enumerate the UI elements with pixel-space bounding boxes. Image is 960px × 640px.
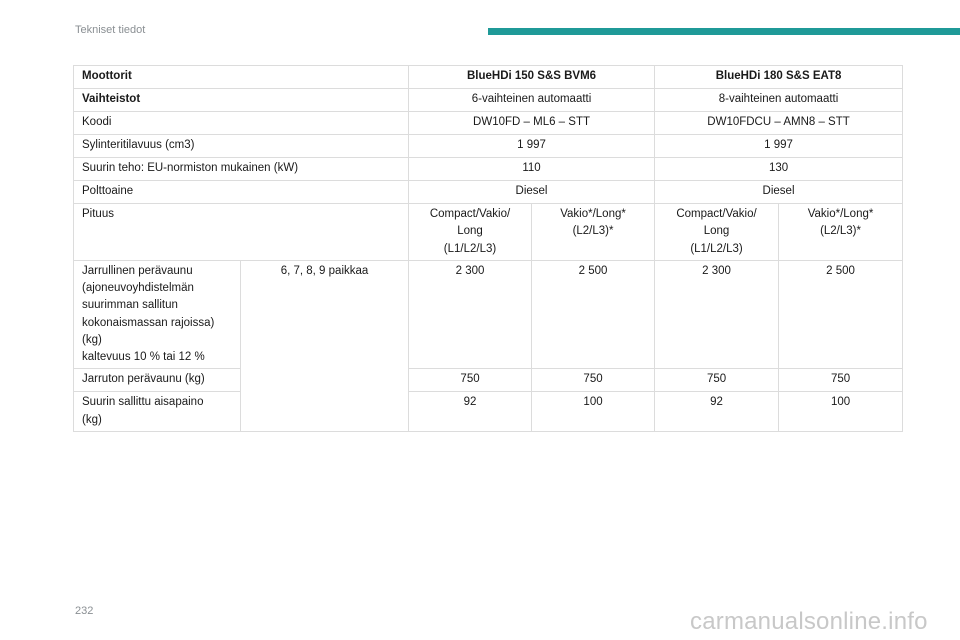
- power-2: 130: [655, 158, 903, 181]
- code-2: DW10FDCU – AMN8 – STT: [655, 112, 903, 135]
- length-3-line-2: Long: [703, 225, 730, 238]
- noseweight-label-line-2: (kg): [82, 413, 102, 426]
- braked-trailer-label: [74, 260, 241, 369]
- engine-2: BlueHDi 180 S&S EAT8: [655, 66, 903, 89]
- code-label: Koodi: [74, 112, 409, 135]
- section-title: Tekniset tiedot: [75, 24, 146, 36]
- page-number: 232: [75, 605, 94, 617]
- fuel-2: Diesel: [655, 181, 903, 204]
- table-row-noseweight: [74, 392, 903, 432]
- table-row-unbraked-trailer: [74, 369, 903, 392]
- table-row-displacement: [74, 135, 903, 158]
- braked-label-line-3: suurimman sallitun: [82, 299, 178, 312]
- power-1: 110: [409, 158, 655, 181]
- engine-spec-table: [73, 65, 903, 432]
- length-3: [655, 204, 779, 261]
- length-1-line-1: Compact/Vakio/: [429, 208, 511, 220]
- braked-3: 2 300: [655, 260, 779, 369]
- fuel-1: Diesel: [409, 181, 655, 204]
- braked-label-line-1: Jarrullinen perävaunu: [82, 264, 193, 277]
- gearbox-1: 6-vaihteinen automaatti: [409, 89, 655, 112]
- braked-1: 2 300: [409, 260, 532, 369]
- length-2-line-1: Vakio*/Long*: [560, 208, 626, 220]
- length-4-line-2: (L2/L3)*: [820, 225, 861, 238]
- unbraked-label: Jarruton perävaunu (kg): [74, 369, 241, 392]
- displacement-label: Sylinteritilavuus (cm3): [74, 135, 409, 158]
- length-3-line-3: (L1/L2/L3): [690, 242, 743, 255]
- braked-label-line-4: kokonaismassan rajoissa): [82, 316, 215, 329]
- length-3-line-1: Compact/Vakio/: [676, 208, 757, 220]
- noseweight-label: [74, 392, 241, 432]
- length-2: [532, 204, 655, 261]
- gearbox-label: Vaihteistot: [74, 89, 409, 112]
- unbraked-3: 750: [655, 369, 779, 392]
- seats-count: 6, 7, 8, 9 paikkaa: [241, 260, 409, 431]
- code-1: DW10FD – ML6 – STT: [409, 112, 655, 135]
- length-label: Pituus: [74, 204, 409, 261]
- table-row-code: [74, 112, 903, 135]
- fuel-label: Polttoaine: [74, 181, 409, 204]
- engine-1: BlueHDi 150 S&S BVM6: [409, 66, 655, 89]
- braked-4: 2 500: [779, 260, 903, 369]
- length-1-line-3: (L1/L2/L3): [443, 242, 497, 255]
- noseweight-1: 92: [409, 392, 532, 432]
- power-label: Suurin teho: EU-normiston mukainen (kW): [74, 158, 409, 181]
- length-4: [779, 204, 903, 261]
- gearbox-2: 8-vaihteinen automaatti: [655, 89, 903, 112]
- length-1: [409, 204, 532, 261]
- table-row-braked-trailer: [74, 260, 903, 369]
- header-accent-bar: [488, 28, 960, 35]
- table-row-engines: [74, 66, 903, 89]
- unbraked-1: 750: [409, 369, 532, 392]
- unbraked-2: 750: [532, 369, 655, 392]
- unbraked-4: 750: [779, 369, 903, 392]
- braked-label-line-5: (kg): [82, 333, 102, 346]
- braked-2: 2 500: [532, 260, 655, 369]
- table-row-length: [74, 204, 903, 261]
- noseweight-4: 100: [779, 392, 903, 432]
- length-1-line-2: Long: [457, 225, 483, 238]
- noseweight-2: 100: [532, 392, 655, 432]
- noseweight-3: 92: [655, 392, 779, 432]
- displacement-2: 1 997: [655, 135, 903, 158]
- displacement-1: 1 997: [409, 135, 655, 158]
- braked-label-line-6: kaltevuus 10 % tai 12 %: [82, 351, 205, 363]
- engine-label: Moottorit: [74, 66, 409, 89]
- length-2-line-2: (L2/L3)*: [572, 225, 614, 238]
- braked-label-line-2: (ajoneuvoyhdistelmän: [82, 282, 194, 294]
- table-row-power: [74, 158, 903, 181]
- watermark: carmanualsonline.info: [690, 608, 928, 635]
- table-row-gearbox: [74, 89, 903, 112]
- table-row-fuel: [74, 181, 903, 204]
- length-4-line-1: Vakio*/Long*: [807, 208, 874, 220]
- noseweight-label-line-1: Suurin sallittu aisapaino: [82, 396, 204, 409]
